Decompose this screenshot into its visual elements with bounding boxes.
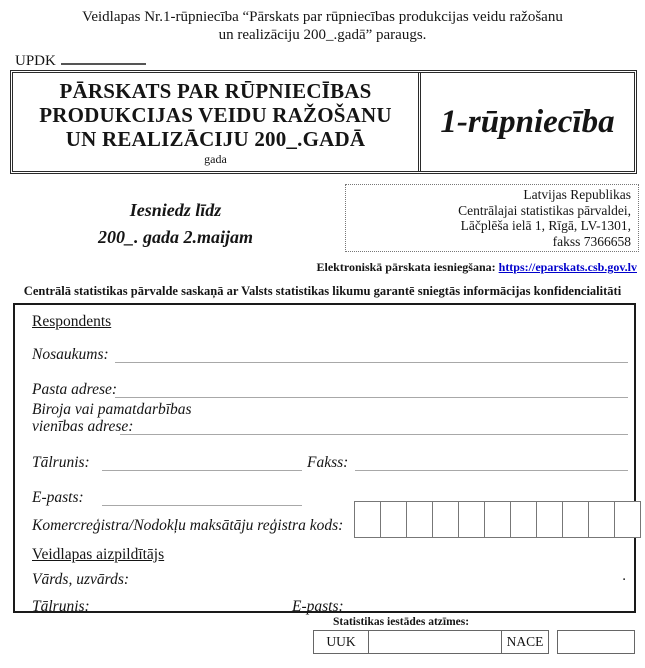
form-header-box bbox=[10, 70, 637, 174]
updk-label: UPDK bbox=[15, 53, 56, 69]
form-filler-section-heading: Veidlapas aizpildītājs bbox=[32, 546, 165, 563]
table-gap bbox=[549, 630, 557, 654]
recipient-line1: Latvijas Republikas bbox=[523, 187, 631, 202]
filler-email-label: E-pasts: bbox=[292, 598, 344, 615]
respondent-section-heading: Respondents bbox=[32, 313, 112, 330]
recipient-line3: Lāčplēša ielā 1, Rīgā, LV-1301, bbox=[460, 218, 631, 233]
postal-address-input-line[interactable] bbox=[115, 397, 628, 398]
phone-input-line[interactable] bbox=[102, 470, 302, 471]
email-label: E-pasts: bbox=[32, 489, 84, 506]
uuk-cell: UUK bbox=[313, 630, 369, 654]
updk-row bbox=[15, 50, 146, 70]
form-title-subtitle: gada bbox=[204, 152, 227, 166]
submission-deadline bbox=[48, 197, 303, 251]
page-title bbox=[0, 8, 645, 44]
phone-label: Tālrunis: bbox=[32, 454, 90, 471]
fax-input-line[interactable] bbox=[355, 470, 628, 471]
filler-name-label: Vārds, uzvārds: bbox=[32, 571, 130, 588]
name-input-line[interactable] bbox=[115, 362, 628, 363]
electronic-submission-label: Elektroniskā pārskata iesniegšana: bbox=[316, 260, 496, 274]
respondent-box bbox=[13, 303, 636, 613]
form-code: 1-rūpniecība bbox=[440, 103, 615, 140]
form-code-cell bbox=[421, 73, 634, 171]
office-address-label-line2: vienības adrese: bbox=[32, 418, 134, 435]
name-label: Nosaukums: bbox=[32, 346, 109, 363]
reg-code-cell[interactable] bbox=[380, 501, 407, 538]
postal-address-label: Pasta adrese: bbox=[32, 381, 118, 398]
filler-phone-label: Tālrunis: bbox=[32, 598, 90, 615]
form-title bbox=[39, 79, 392, 151]
statistics-marks-table bbox=[313, 630, 635, 654]
nace-value-cell[interactable] bbox=[557, 630, 635, 654]
reg-code-cell[interactable] bbox=[484, 501, 511, 538]
form-title-line3: UN REALIZĀCIJU 200_.GADĀ bbox=[65, 127, 366, 151]
reg-code-cell[interactable] bbox=[458, 501, 485, 538]
page-title-line2: un realizāciju 200_.gadā” paraugs. bbox=[218, 27, 427, 43]
reg-code-cell[interactable] bbox=[536, 501, 563, 538]
reg-code-grid bbox=[354, 501, 641, 538]
recipient-line4: fakss 7366658 bbox=[552, 233, 631, 249]
updk-input-line[interactable] bbox=[61, 50, 146, 65]
reg-code-cell[interactable] bbox=[614, 501, 641, 538]
reg-code-cell[interactable] bbox=[432, 501, 459, 538]
form-header-title-cell bbox=[13, 73, 421, 171]
form-title-line2: PRODUKCIJAS VEIDU RAŽOŠANU bbox=[39, 103, 392, 127]
uuk-value-cell[interactable] bbox=[368, 630, 502, 654]
confidentiality-note: Centrālā statistikas pārvalde saskaņā ar Valsts statistikas likumu garantē sniegtās informācijas konfidencialitāti bbox=[23, 284, 622, 298]
reg-code-cell[interactable] bbox=[354, 501, 381, 538]
nace-cell: NACE bbox=[501, 630, 549, 654]
fax-label: Fakss: bbox=[307, 454, 349, 471]
email-input-line[interactable] bbox=[102, 505, 302, 506]
reg-code-cell[interactable] bbox=[510, 501, 537, 538]
office-address-label-line1: Biroja vai pamatdarbības bbox=[32, 401, 192, 418]
form-title-line1: PĀRSKATS PAR RŪPNIECĪBAS bbox=[59, 79, 372, 103]
recipient-address-box bbox=[345, 184, 639, 252]
reg-code-cell[interactable] bbox=[406, 501, 433, 538]
office-address-input-line[interactable] bbox=[120, 434, 628, 435]
reg-code-cell[interactable] bbox=[588, 501, 615, 538]
recipient-line2: Centrālajai statistikas pārvaldei, bbox=[458, 202, 631, 218]
deadline-line1: Iesniedz līdz bbox=[129, 200, 222, 220]
electronic-submission-link[interactable]: https://eparskats.csb.gov.lv bbox=[498, 260, 637, 274]
deadline-line2: 200_. gada 2.maijam bbox=[97, 227, 253, 247]
page-title-line1: Veidlapas Nr.1-rūpniecība “Pārskats par rūpniecības produkcijas veidu ražošanu bbox=[82, 9, 563, 25]
reg-code-cell[interactable] bbox=[562, 501, 589, 538]
registration-code-label: Komercreģistra/Nodokļu maksātāju reģistra kods: bbox=[32, 517, 344, 534]
electronic-submission-row bbox=[0, 260, 637, 275]
filler-name-line-end: . bbox=[622, 568, 626, 584]
statistics-marks-label: Statistikas iestādes atzīmes: bbox=[333, 616, 470, 628]
